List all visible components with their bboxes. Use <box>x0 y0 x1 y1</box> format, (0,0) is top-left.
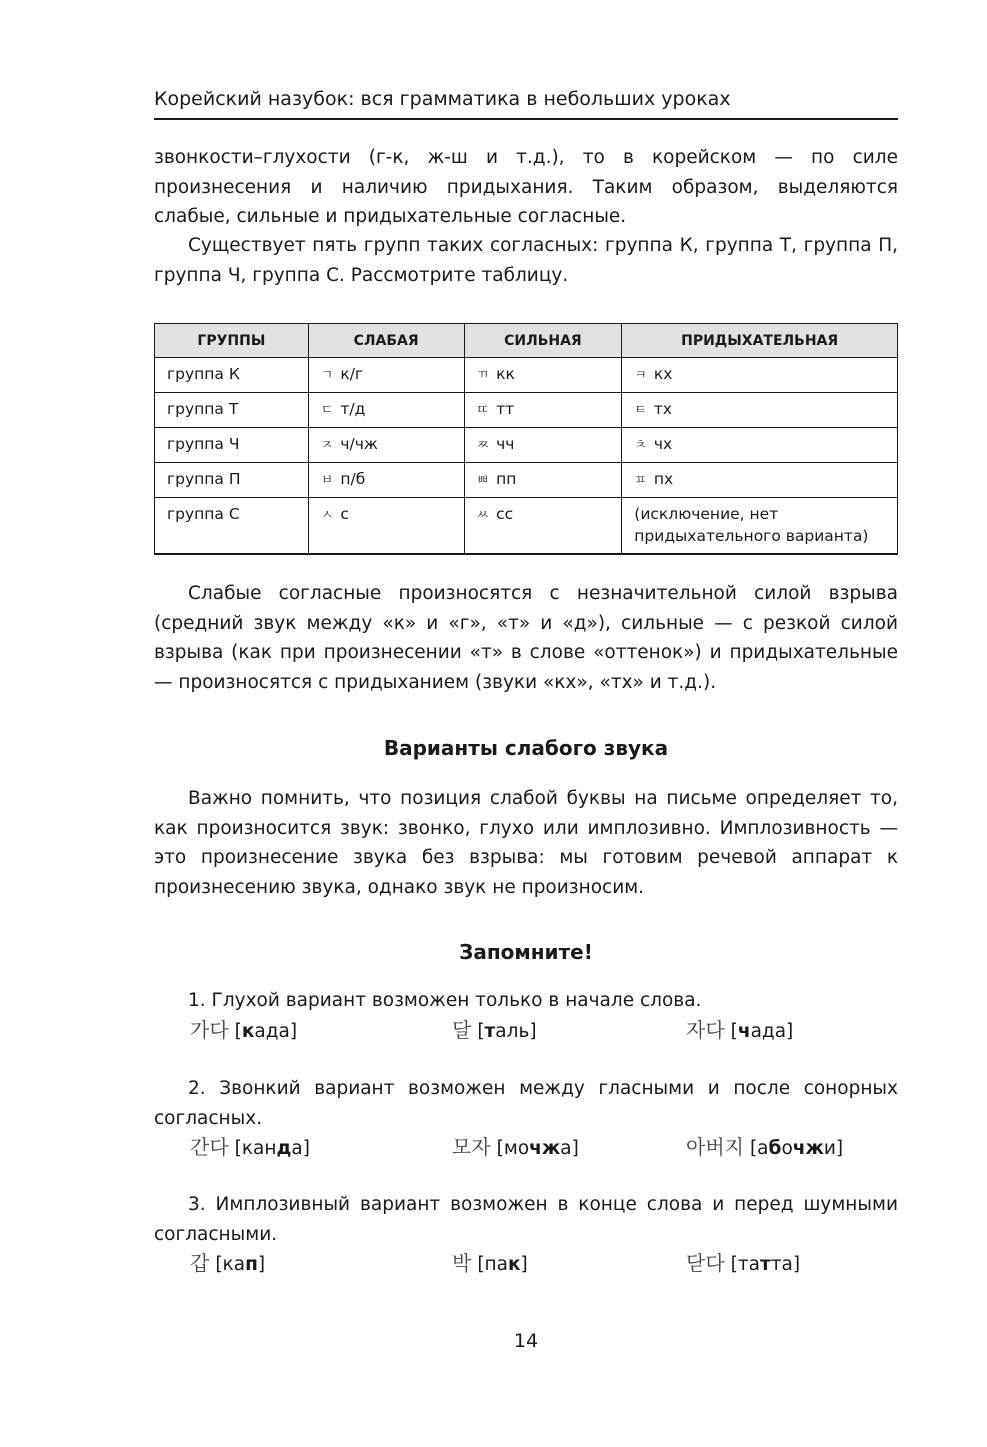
aspirated-cell <box>622 393 898 428</box>
page-number: 14 <box>513 1330 539 1352</box>
header-strong: СИЛЬНАЯ <box>464 324 622 358</box>
strong-jamo: ㅆ <box>476 508 490 523</box>
weak-cell <box>308 498 464 554</box>
aspirated-jamo: ㅌ <box>634 403 647 418</box>
running-head: Корейский назубок: вся грамматика в небольших уроках <box>154 84 898 120</box>
group-cell: группа Т <box>155 393 309 428</box>
explanation-paragraph: Слабые согласные произносятся с незначительной силой взрыва (средний звук между «к» и «г», «т» и «д»), сильные — с резкой силой взрыва (как при произнесении «т» в слове «оттенок») и придыхательные — произносятся с придыханием (звуки «кх», «тх» и т.д.). <box>154 583 898 693</box>
table-row <box>155 393 898 428</box>
strong-translit: сс <box>496 505 514 523</box>
group-cell: группа С <box>155 498 309 554</box>
example: 가다 [када] <box>190 1018 298 1042</box>
header-weak: СЛАБАЯ <box>308 324 464 358</box>
rule-2-examples <box>190 1132 898 1162</box>
strong-jamo: ㄲ <box>476 368 490 383</box>
rule-1-examples <box>190 1015 898 1045</box>
section-heading: Варианты слабого звука <box>383 736 669 760</box>
rule-1-text: 1. Глухой вариант возможен только в начале слова. <box>188 990 702 1011</box>
weak-cell <box>308 428 464 463</box>
aspirated-translit: пх <box>653 470 674 488</box>
aspirated-cell <box>622 498 898 554</box>
strong-translit: пп <box>496 470 517 488</box>
strong-jamo: ㅃ <box>476 473 490 488</box>
weak-cell <box>308 393 464 428</box>
aspirated-cell <box>622 428 898 463</box>
example: 박 [пак] <box>452 1251 528 1275</box>
weak-translit: с <box>340 505 349 523</box>
table-row <box>155 358 898 393</box>
strong-cell <box>464 463 622 498</box>
weak-translit: ч/чж <box>340 435 378 453</box>
header-groups: ГРУППЫ <box>155 324 309 358</box>
example: 갑 [кап] <box>190 1251 266 1275</box>
example: 간다 [канда] <box>190 1135 310 1159</box>
weak-jamo: ㄱ <box>320 368 334 383</box>
example: 아버지 [абочжи] <box>686 1135 844 1159</box>
strong-jamo: ㄸ <box>476 403 490 418</box>
aspirated-jamo: ㅊ <box>634 438 647 453</box>
aspirated-jamo: ㅋ <box>634 368 647 383</box>
aspirated-jamo: ㅍ <box>634 473 647 488</box>
aspirated-translit: кх <box>653 365 673 383</box>
aspirated-note: (исключение, нет придыхательного варианта) <box>634 505 869 545</box>
group-cell: группа К <box>155 358 309 393</box>
table-row <box>155 498 898 554</box>
weak-cell <box>308 358 464 393</box>
group-cell: группа Ч <box>155 428 309 463</box>
strong-translit: чч <box>496 435 515 453</box>
group-cell: группа П <box>155 463 309 498</box>
strong-jamo: ㅉ <box>476 438 490 453</box>
strong-cell <box>464 498 622 554</box>
aspirated-translit: тх <box>653 400 673 418</box>
rule-3-examples <box>190 1248 898 1278</box>
example: 모자 [мочжа] <box>452 1135 579 1159</box>
intro-paragraph-2: Существует пять групп таких согласных: группа К, группа Т, группа П, группа Ч, группа С. Рассмотрите таблицу. <box>154 235 898 286</box>
aspirated-cell <box>622 358 898 393</box>
example: 달 [таль] <box>452 1018 537 1042</box>
weak-cell <box>308 463 464 498</box>
header-aspirated: ПРИДЫХАТЕЛЬНАЯ <box>622 324 898 358</box>
strong-translit: тт <box>496 400 515 418</box>
rule-3-text: 3. Имплозивный вариант возможен в конце слова и перед шумными согласными. <box>154 1194 898 1245</box>
weak-translit: п/б <box>340 470 366 488</box>
section-paragraph: Важно помнить, что позиция слабой буквы на письме определяет то, как произносится звук: звонко, глухо или имплозивно. Имплозивность — это произнесение звука без взрыва: мы готовим речевой аппарат к произнесению звука, однако звук не произносим. <box>154 788 898 898</box>
strong-cell <box>464 393 622 428</box>
consonant-groups-table <box>154 323 898 555</box>
weak-jamo: ㄷ <box>320 403 334 418</box>
table-row <box>155 428 898 463</box>
aspirated-translit: чх <box>653 435 673 453</box>
weak-translit: к/г <box>340 365 364 383</box>
weak-jamo: ㅈ <box>320 438 334 453</box>
weak-jamo: ㅅ <box>320 508 334 523</box>
weak-jamo: ㅂ <box>320 473 334 488</box>
remember-heading: Запомните! <box>459 940 593 964</box>
table-row <box>155 463 898 498</box>
table-header-row <box>155 324 898 358</box>
strong-translit: кк <box>496 365 515 383</box>
strong-cell <box>464 428 622 463</box>
intro-paragraph-1: звонкости–глухости (г-к, ж-ш и т.д.), то в корейском — по силе произнесения и наличию придыхания. Таким образом, выделяются слабые, сильные и придыхательные согласные. <box>154 147 898 227</box>
aspirated-cell <box>622 463 898 498</box>
rule-2-text: 2. Звонкий вариант возможен между гласными и после сонорных согласных. <box>154 1078 898 1129</box>
strong-cell <box>464 358 622 393</box>
weak-translit: т/д <box>340 400 366 418</box>
example: 닫다 [татта] <box>686 1251 801 1275</box>
example: 자다 [чада] <box>686 1018 794 1042</box>
